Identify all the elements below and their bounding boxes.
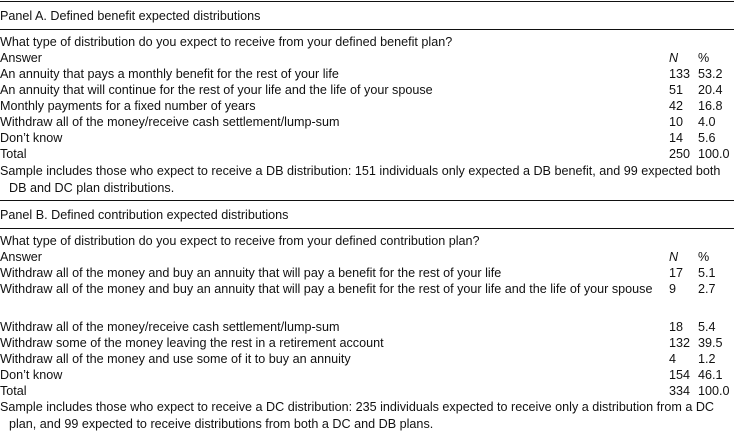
row-n: 14 <box>669 131 684 145</box>
row-n: 4 <box>669 352 677 366</box>
row-n: 334 <box>669 384 691 398</box>
table-row <box>0 351 734 368</box>
panel-a-question-text: What type of distribution do you expect to receive from your defined benefit plan? <box>0 35 453 49</box>
table-row-total <box>0 383 734 400</box>
row-n: 250 <box>669 147 691 161</box>
panel-b-header-n: N <box>669 250 679 264</box>
row-answer: Total <box>0 384 27 398</box>
table-row <box>0 319 734 336</box>
panel-b-question-text: What type of distribution do you expect to receive from your defined contribution plan? <box>0 234 480 248</box>
row-answer: Withdraw some of the money leaving the rest in a retirement account <box>0 336 384 350</box>
panel-b-title-rule <box>0 228 734 229</box>
row-answer: Don’t know <box>0 131 63 145</box>
panel-b-title <box>0 207 734 224</box>
panel-b-header-answer: Answer <box>0 250 42 264</box>
panel-a-title-text: Panel A. Defined benefit expected distributions <box>0 9 261 23</box>
row-pct: 100.0 <box>698 384 730 398</box>
row-pct: 2.7 <box>698 282 716 296</box>
row-n: 154 <box>669 368 691 382</box>
table-row <box>0 130 734 147</box>
panel-a-title <box>0 8 734 25</box>
row-pct: 4.0 <box>698 115 716 129</box>
table-row-total <box>0 146 734 163</box>
panel-a-question <box>0 34 734 51</box>
table-row <box>0 335 734 352</box>
panel-divider-rule <box>0 200 734 201</box>
table-row <box>0 82 734 99</box>
row-pct: 20.4 <box>698 83 723 97</box>
panel-b-title-text: Panel B. Defined contribution expected distributions <box>0 208 289 222</box>
panel-a-header-n: N <box>669 51 679 65</box>
row-pct: 100.0 <box>698 147 730 161</box>
row-answer: Withdraw all of the money and buy an annuity that will pay a benefit for the rest of your life <box>0 266 502 280</box>
row-pct: 5.1 <box>698 266 716 280</box>
table-row <box>0 281 734 315</box>
table-row <box>0 98 734 115</box>
panel-b-header <box>0 249 734 266</box>
row-n: 132 <box>669 336 691 350</box>
row-pct: 39.5 <box>698 336 723 350</box>
table-row <box>0 66 734 83</box>
row-n: 42 <box>669 99 684 113</box>
row-answer: An annuity that will continue for the rest of your life and the life of your spouse <box>0 83 433 97</box>
row-answer: Withdraw all of the money and buy an annuity that will pay a benefit for the rest of your life and the life of your spouse <box>0 282 653 296</box>
row-n: 9 <box>669 282 677 296</box>
row-answer: Total <box>0 147 27 161</box>
table-row <box>0 367 734 384</box>
top-rule <box>0 1 734 2</box>
panel-a-note: Sample includes those who expect to receive a DB distribution: 151 individuals only expected a DB benefit, and 99 expected both DB and DC plan distributions. <box>0 164 721 195</box>
row-pct: 53.2 <box>698 67 723 81</box>
row-answer: Don’t know <box>0 368 63 382</box>
row-pct: 46.1 <box>698 368 723 382</box>
table-row <box>0 265 734 282</box>
row-pct: 1.2 <box>698 352 716 366</box>
row-answer: Monthly payments for a fixed number of years <box>0 99 256 113</box>
row-pct: 5.4 <box>698 320 716 334</box>
row-answer: Withdraw all of the money and use some of it to buy an annuity <box>0 352 351 366</box>
row-answer: An annuity that pays a monthly benefit for the rest of your life <box>0 67 339 81</box>
panel-b-question <box>0 233 734 250</box>
panel-a-header <box>0 50 734 67</box>
table-row <box>0 114 734 131</box>
panel-a-title-rule <box>0 29 734 30</box>
row-answer: Withdraw all of the money/receive cash settlement/lump-sum <box>0 115 340 129</box>
row-pct: 5.6 <box>698 131 716 145</box>
panel-a-header-pct: % <box>698 51 710 65</box>
panel-b-header-pct: % <box>698 250 710 264</box>
row-pct: 16.8 <box>698 99 723 113</box>
row-n: 51 <box>669 83 684 97</box>
panel-b-note: Sample includes those who expect to receive a DC distribution: 235 individuals expected to receive only a distribution from a DC plan, and 99 expected to receive distributions from both a DC and DB plans. <box>0 400 715 431</box>
row-n: 18 <box>669 320 684 334</box>
row-answer: Withdraw all of the money/receive cash settlement/lump-sum <box>0 320 340 334</box>
row-n: 10 <box>669 115 684 129</box>
row-n: 17 <box>669 266 684 280</box>
panel-a-header-answer: Answer <box>0 51 42 65</box>
row-n: 133 <box>669 67 691 81</box>
